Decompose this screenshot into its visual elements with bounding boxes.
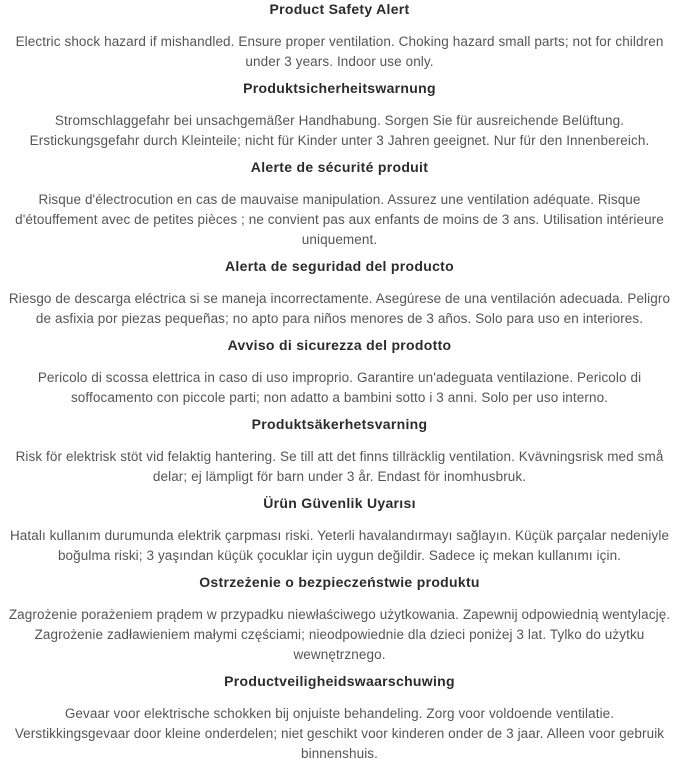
alert-section-tr xyxy=(5,496,674,566)
alert-section-sv xyxy=(5,417,674,487)
alert-section-pl xyxy=(5,575,674,665)
alert-section-nl xyxy=(5,674,674,764)
alert-heading-pl: Ostrzeżenie o bezpieczeństwie produktu xyxy=(199,574,480,590)
alert-section-en xyxy=(5,2,674,72)
alert-heading-it: Avviso di sicurezza del prodotto xyxy=(227,337,452,353)
alert-body-en: Electric shock hazard if mishandled. Ensure proper ventilation. Choking hazard small parts; not for children under 3 years. Indoor use only. xyxy=(15,34,664,69)
alert-heading-de: Produktsicherheitswarnung xyxy=(243,80,436,96)
alert-body-de: Stromschlaggefahr bei unsachgemäßer Handhabung. Sorgen Sie für ausreichende Belüftung. Erstickungsgefahr durch Kleinteile; nicht für Kinder unter 3 Jahren geeignet. Nur für den Innenbereich. xyxy=(29,113,650,148)
alert-heading-sv: Produktsäkerhetsvarning xyxy=(251,416,428,432)
alert-section-es xyxy=(5,259,674,329)
alert-section-fr xyxy=(5,160,674,250)
alert-heading-tr: Ürün Güvenlik Uyarısı xyxy=(263,495,416,511)
alert-section-de xyxy=(5,81,674,151)
alert-heading-fr: Alerte de sécurité produit xyxy=(250,159,429,175)
alert-body-es: Riesgo de descarga eléctrica si se maneja incorrectamente. Asegúrese de una ventilación adecuada. Peligro de asfixia por piezas pequeñas; no apto para niños menores de 3 años. Solo para uso en interiores. xyxy=(8,291,671,326)
alert-body-nl: Gevaar voor elektrische schokken bij onjuiste behandeling. Zorg voor voldoende ventilatie. Verstikkingsgevaar door kleine onderdelen; niet geschikt voor kinderen onder de 3 jaar. Alleen voor gebruik binnenshuis. xyxy=(14,706,665,761)
alert-section-it xyxy=(5,338,674,408)
alert-body-it: Pericolo di scossa elettrica in caso di uso improprio. Garantire un'adeguata ventilazione. Pericolo di soffocamento con piccole parti; non adatto a bambini sotto i 3 anni. Solo per uso interno. xyxy=(37,370,642,405)
alert-body-sv: Risk för elektrisk stöt vid felaktig hantering. Se till att det finns tillräcklig ventilation. Kvävningsrisk med små delar; ej lämpligt för barn under 3 år. Endast för inomhusbruk. xyxy=(15,449,664,484)
alert-heading-es: Alerta de seguridad del producto xyxy=(225,258,454,274)
alert-body-fr: Risque d'électrocution en cas de mauvaise manipulation. Assurez une ventilation adéquate. Risque d'étouffement avec de petites pièces ; ne convient pas aux enfants de moins de 3 ans. Utilisation intérieure uniquement. xyxy=(15,192,664,247)
alert-body-pl: Zagrożenie porażeniem prądem w przypadku niewłaściwego użytkowania. Zapewnij odpowiednią wentylację. Zagrożenie zadławieniem małymi częściami; nieodpowiednie dla dzieci poniżej 3 lat. Tylko do użytku wewnętrznego. xyxy=(8,607,671,662)
alert-heading-nl: Productveiligheidswaarschuwing xyxy=(224,673,455,689)
alert-body-tr: Hatalı kullanım durumunda elektrik çarpması riski. Yeterli havalandırmayı sağlayın. Küçük parçalar nedeniyle boğulma riski; 3 yaşından küçük çocuklar için uygun değildir. Sadece iç mekan kullanımı için. xyxy=(9,528,670,563)
alert-heading-en: Product Safety Alert xyxy=(269,1,410,17)
